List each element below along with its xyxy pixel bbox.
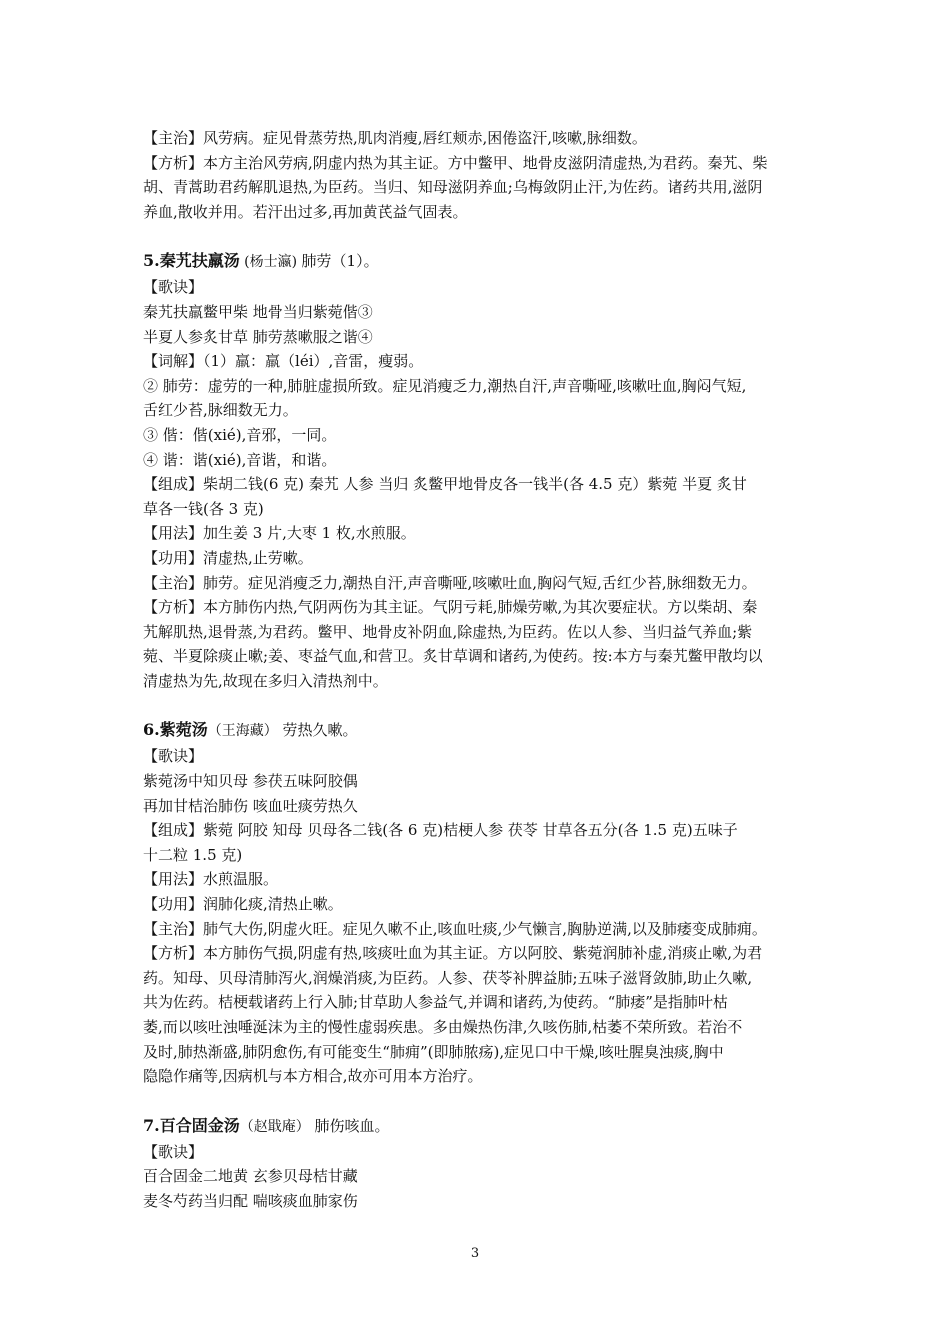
section-4-tail <box>143 126 823 224</box>
document-body <box>143 126 823 1214</box>
section-6 <box>143 717 823 1088</box>
section-7-author: （赵戢庵） <box>239 1118 310 1135</box>
text-line: 【主治】风劳病。症见骨蒸劳热,肌肉消瘦,唇红颊赤,困倦盗汗,咳嗽,脉细数。 <box>143 129 647 147</box>
text-line: 养血,散收并用。若汗出过多,再加黄芪益气固表。 <box>143 202 468 221</box>
section-7-indication: 肺伤咳血。 <box>309 1116 390 1135</box>
section-5-title: 5.秦艽扶羸汤 <box>143 251 240 271</box>
text-line: 药。知母、贝母清肺泻火,润燥消痰,为臣药。人参、茯苓补脾益肺;五味子滋肾敛肺,助止久嗽, <box>143 968 753 987</box>
text-line: 麦冬芍药当归配 喘咳痰血肺家伤 <box>143 1191 358 1210</box>
section-6-heading <box>143 717 823 744</box>
text-line: 舌红少苔,脉细数无力。 <box>143 401 298 420</box>
section-5-heading <box>143 248 823 275</box>
text-line: 【词解】（1）羸：羸（léi）,音雷，瘦弱。 <box>143 352 424 371</box>
text-line: 及时,肺热渐盛,肺阴愈伤,有可能变生“肺痈”(即肺脓疡),症见口中干燥,咳吐腥臭浊痰,胸中 <box>143 1042 724 1061</box>
text-line: 【组成】柴胡二钱(6 克) 秦艽 人参 当归 炙鳖甲地骨皮各一钱半(各 4.5 克）紫菀 半夏 炙甘 <box>143 475 747 494</box>
text-line: 十二粒 1.5 克) <box>143 845 243 864</box>
text-line: 秦艽扶羸鳖甲柴 地骨当归紫菀偕③ <box>143 302 373 321</box>
text-line: 【歌诀】 <box>143 278 204 297</box>
page-number: 3 <box>470 1246 480 1261</box>
text-line: 百合固金二地黄 玄参贝母桔甘藏 <box>143 1167 358 1186</box>
text-line: ② 肺劳：虚劳的一种,肺脏虚损所致。症见消瘦乏力,潮热自汗,声音嘶哑,咳嗽吐血,胸闷气短, <box>143 376 747 395</box>
text-line: 【方析】本方主治风劳病,阴虚内热为其主证。方中鳖甲、地骨皮滋阴清虚热,为君药。秦艽、柴 <box>143 153 768 172</box>
section-5 <box>143 248 823 693</box>
section-7 <box>143 1113 823 1214</box>
text-line: 胡、青蒿助君药解肌退热,为臣药。当归、知母滋阴养血;乌梅敛阴止汗,为佐药。诸药共用,滋阴 <box>143 178 763 197</box>
section-6-title: 6.紫菀汤 <box>143 720 208 740</box>
text-line: 【歌诀】 <box>143 747 204 766</box>
text-line: 菀、半夏除痰止嗽;姜、枣益气血,和营卫。炙甘草调和诸药,为使药。按:本方与秦艽鳖甲散均以 <box>143 647 763 666</box>
text-line: ④ 谐：谐(xié),音谐，和谐。 <box>143 450 337 469</box>
section-5-indication: 肺劳（1）。 <box>301 252 379 271</box>
text-line: 隐隐作痛等,因病机与本方相合,故亦可用本方治疗。 <box>143 1067 483 1086</box>
text-line: 【用法】加生姜 3 片,大枣 1 枚,水煎服。 <box>143 524 416 543</box>
text-line: ③ 偕：偕(xié),音邪，一同。 <box>143 425 337 444</box>
text-line: 【功用】清虚热,止劳嗽。 <box>143 548 313 567</box>
section-6-author: （王海藏） <box>207 723 278 740</box>
section-6-indication: 劳热久嗽。 <box>277 721 358 740</box>
text-line: 【主治】肺气大伤,阴虚火旺。症见久嗽不止,咳血吐痰,少气懒言,胸胁逆满,以及肺痿变成肺痈。 <box>143 919 767 938</box>
section-7-title: 7.百合固金汤 <box>143 1115 240 1135</box>
text-line: 再加甘桔治肺伤 咳血吐痰劳热久 <box>143 796 358 815</box>
section-5-author: (杨士瀛) <box>239 254 302 271</box>
text-line: 【歌诀】 <box>143 1142 204 1161</box>
text-line: 【方析】本方肺伤内热,气阴两伤为其主证。气阴亏耗,肺燥劳嗽,为其次要症状。方以柴胡、秦 <box>143 598 758 617</box>
text-line: 草各一钱(各 3 克) <box>143 499 264 518</box>
text-line: 【方析】本方肺伤气损,阴虚有热,咳痰吐血为其主证。方以阿胶、紫菀润肺补虚,消痰止嗽,为君 <box>143 944 763 963</box>
text-line: 萎,而以咳吐浊唾涎沫为主的慢性虚弱疾患。多由燥热伤津,久咳伤肺,枯萎不荣所致。若治不 <box>143 1018 743 1036</box>
text-line: 清虚热为先,故现在多归入清热剂中。 <box>143 671 388 690</box>
section-7-heading <box>143 1113 823 1140</box>
text-line: 【主治】肺劳。症见消瘦乏力,潮热自汗,声音嘶哑,咳嗽吐血,胸闷气短,舌红少苔,脉细数无力。 <box>143 573 757 592</box>
text-line: 共为佐药。桔梗载诸药上行入肺;甘草助人参益气,并调和诸药,为使药。“肺痿”是指肺叶枯 <box>143 993 728 1012</box>
text-line: 【组成】紫菀 阿胶 知母 贝母各二钱(各 6 克)桔梗人参 茯苓 甘草各五分(各 1.5 克)五味子 <box>143 821 738 840</box>
text-line: 艽解肌热,退骨蒸,为君药。鳖甲、地骨皮补阴血,除虚热,为臣药。佐以人参、当归益气养血;紫 <box>143 622 753 641</box>
text-line: 半夏人参炙甘草 肺劳蒸嗽服之谐④ <box>143 327 373 346</box>
text-line: 【功用】润肺化痰,清热止嗽。 <box>143 895 343 914</box>
text-line: 紫菀汤中知贝母 参茯五味阿胶偶 <box>143 772 358 791</box>
text-line: 【用法】水煎温服。 <box>143 870 279 889</box>
